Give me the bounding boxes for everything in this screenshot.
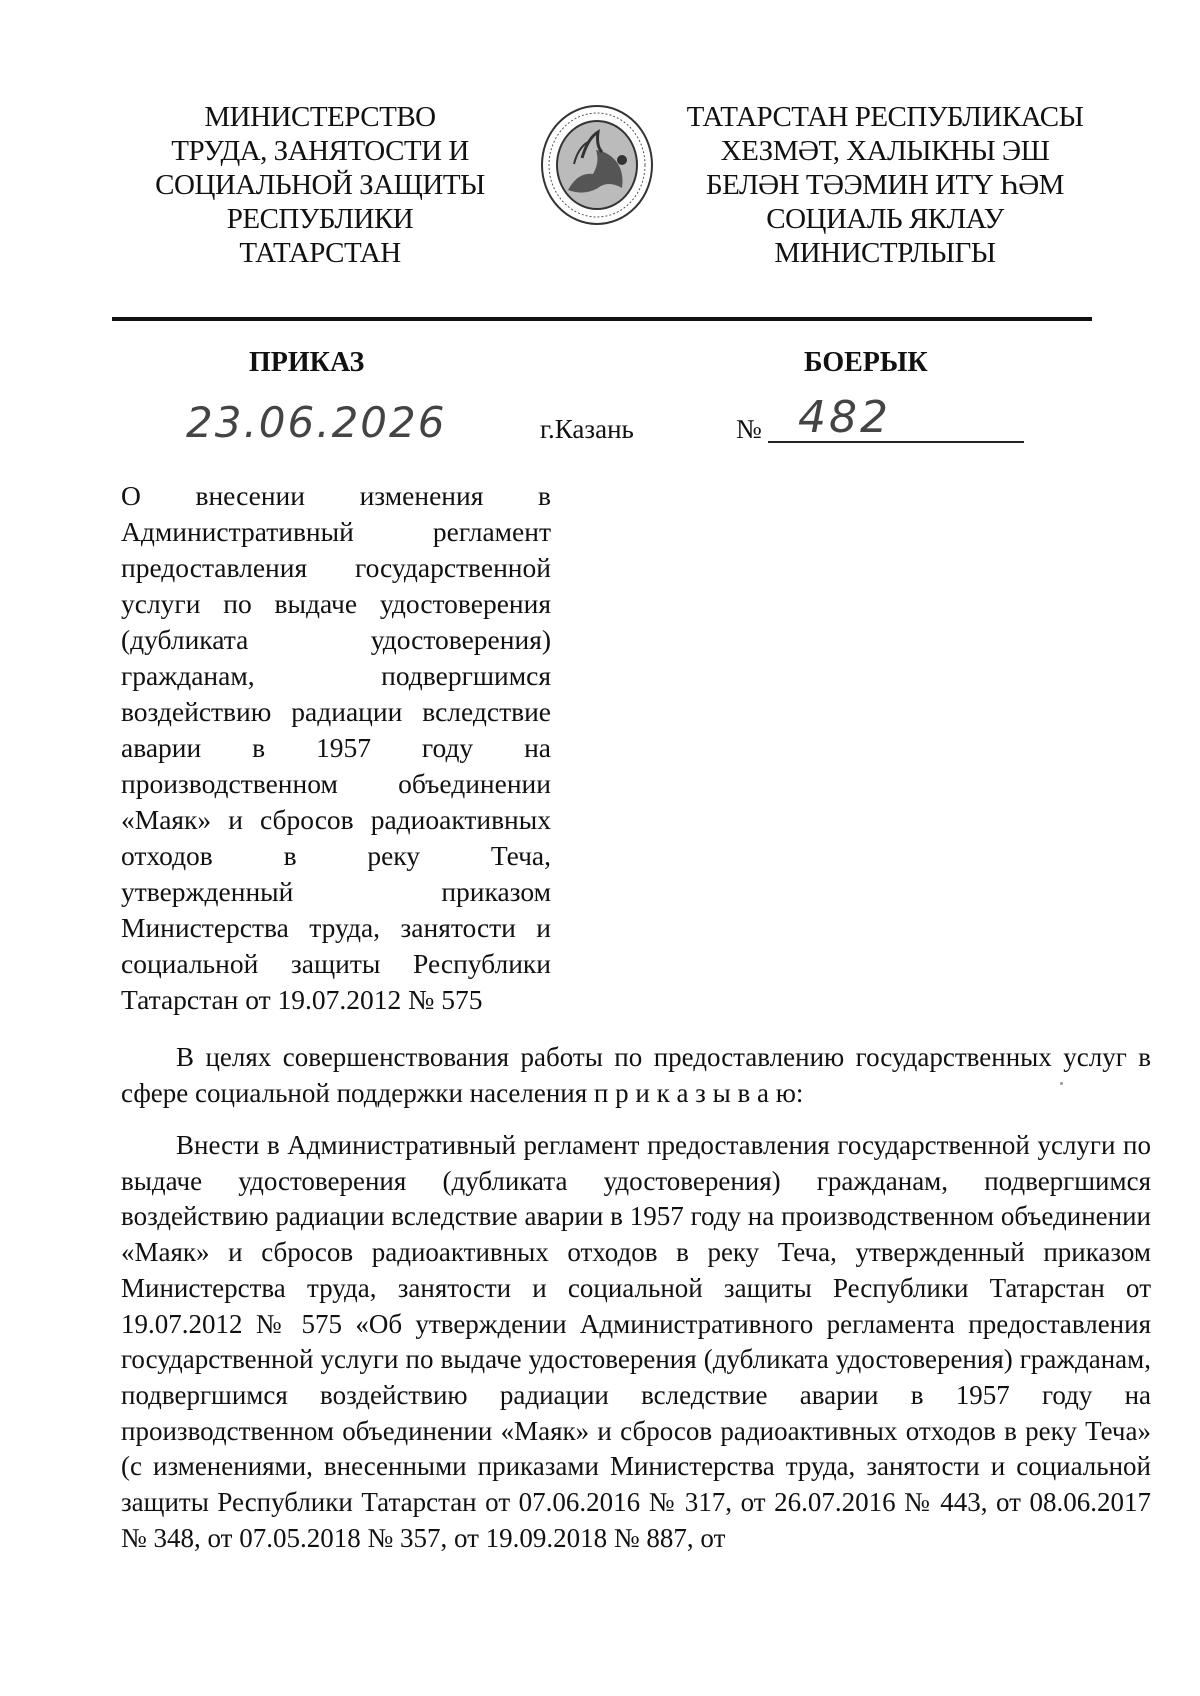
subject-line: (дубликата удостоверения) (121, 624, 551, 655)
ministry-name-ru-line: МИНИСТЕРСТВО (204, 101, 436, 133)
ministry-name-ru-line: СОЦИАЛЬНОЙ ЗАЩИТЫ (155, 169, 485, 201)
subject-line: производственном объединении (121, 768, 551, 799)
subject-line: отходов в реку Теча, (121, 840, 551, 871)
handwritten-number: 482 (798, 392, 891, 443)
body-paragraph-order: Внести в Административный регламент предоставления государственной услуги по выдаче удостоверения (дубликата удостоверения) гражданам, подвергшимся воздействию радиации вследствие аварии в 1957 году на производственном объединении «Маяк» и сбросов радиоактивных отходов в реку Теча, утвержденный приказом Министерства труда, занятости и социальной защиты Республики Татарстан от 19.07.2012 № 575 «Об утверждении Административного регламента предоставления государственной услуги по выдаче удостоверения (дубликата удостоверения) гражданам, подвергшимся воздействию радиации вследствие аварии в 1957 году на производственном объединении «Маяк» и сбросов радиоактивных отходов в реку Теча» (с изменениями, внесенными приказами Министерства труда, занятости и социальной защиты Республики Татарстан от 07.06.2016 № 317, от 26.07.2016 № 443, от 08.06.2017 № 348, от 07.05.2018 № 357, от 19.09.2018 № 887, от (121, 1130, 1151, 1553)
handwritten-date: 23.06.2026 (186, 398, 447, 447)
tatarstan-emblem-icon (538, 102, 656, 228)
document-city: г.Казань (540, 414, 634, 444)
number-sign: № (736, 414, 762, 444)
ministry-name-ru-line: ТРУДА, ЗАНЯТОСТИ И (171, 135, 469, 167)
subject-line: социальной защиты Республики (121, 948, 551, 979)
ministry-name-tt-line: ТАТАРСТАН РЕСПУБЛИКАСЫ (686, 101, 1084, 133)
subject-line: гражданам, подвергшимся (121, 660, 551, 691)
header-divider (112, 317, 1092, 321)
subject-line: Министерства труда, занятости и (121, 912, 551, 943)
scan-speck (1060, 1082, 1063, 1085)
body-paragraph-intro: В целях совершенствования работы по предоставлению государственных услуг в сфере социальной поддержки населения п р и к а з ы в а ю: (121, 1042, 1151, 1108)
document-type-ru: ПРИКАЗ (249, 347, 365, 378)
ministry-name-tt-line: ХЕЗМӘТ, ХАЛЫКНЫ ЭШ (720, 135, 1050, 167)
subject-line: «Маяк» и сбросов радиоактивных (121, 804, 551, 835)
ministry-name-ru (140, 100, 500, 270)
subject-line: Татарстан от 19.07.2012 № 575 (121, 984, 483, 1015)
ministry-name-tt-line: СОЦИАЛЬ ЯКЛАУ (766, 203, 1004, 235)
document-type-tt: БОЕРЫК (804, 347, 928, 378)
subject-line: воздействию радиации вследствие (121, 696, 551, 727)
document-subject (121, 478, 551, 1018)
subject-line: предоставления государственной (121, 552, 551, 583)
ministry-name-tt (665, 100, 1105, 270)
ministry-name-tt-line: МИНИСТРЛЫГЫ (774, 237, 996, 269)
subject-line: услуги по выдаче удостоверения (121, 588, 551, 619)
subject-line: утвержденный приказом (121, 876, 551, 907)
subject-line: Административный регламент (121, 516, 551, 547)
subject-line: аварии в 1957 году на (121, 732, 551, 763)
ministry-name-ru-line: ТАТАРСТАН (239, 237, 401, 269)
ministry-name-ru-line: РЕСПУБЛИКИ (226, 203, 414, 235)
ministry-name-tt-line: БЕЛӘН ТӘЭМИН ИТҮ ҺӘМ (706, 169, 1064, 201)
subject-line: О внесении изменения в (121, 480, 551, 511)
